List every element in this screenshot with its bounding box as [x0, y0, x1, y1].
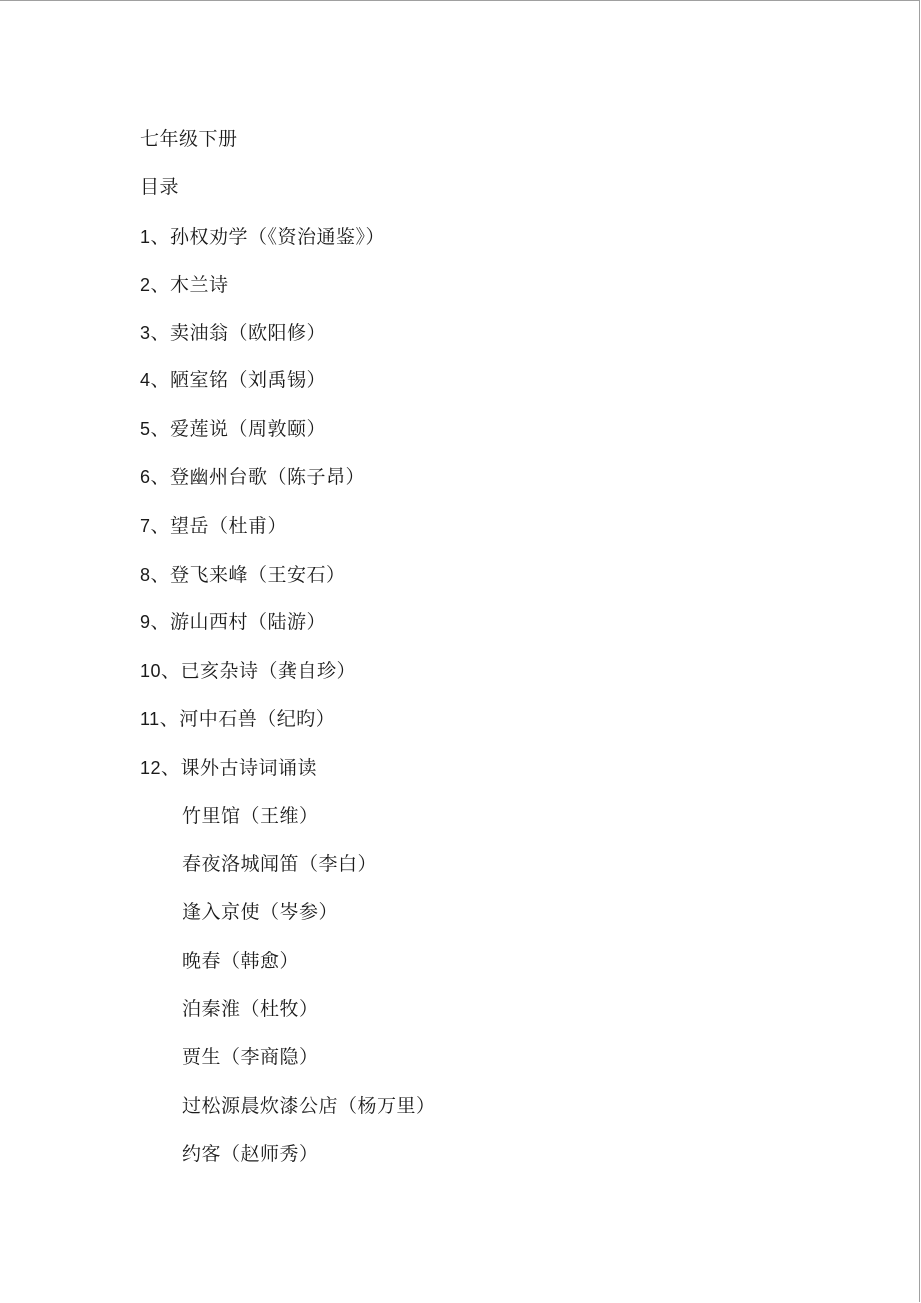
- toc-item-text: 、登飞来峰（王安石）: [150, 564, 346, 586]
- toc-sub-item: 竹里馆（王维）: [182, 805, 319, 827]
- toc-item-number: 11: [140, 709, 160, 729]
- toc-sub-item: 约客（赵师秀）: [182, 1143, 319, 1165]
- toc-item-number: 1: [140, 227, 151, 247]
- toc-item-text: 、游山西村（陆游）: [150, 611, 327, 633]
- toc-item-number: 4: [140, 370, 151, 390]
- toc-item-number: 10: [140, 661, 162, 681]
- toc-sub-item: 泊秦淮（杜牧）: [182, 998, 319, 1020]
- toc-item-number: 9: [140, 612, 151, 632]
- toc-item-text: 、爱莲说（周敦颐）: [150, 418, 327, 440]
- toc-item: [140, 368, 326, 392]
- toc-item: [140, 225, 385, 249]
- toc-item-number: 5: [140, 419, 151, 439]
- toc-item-number: 6: [140, 467, 151, 487]
- toc-item: [140, 417, 326, 441]
- toc-title: 目录: [140, 176, 180, 198]
- toc-item: [140, 659, 356, 683]
- toc-item-text: 、孙权劝学（《资治通鉴》）: [150, 226, 386, 248]
- toc-item: [140, 514, 287, 538]
- toc-item-number: 3: [140, 323, 151, 343]
- toc-sub-item: 春夜洛城闻笛（李白）: [182, 853, 378, 875]
- page-heading: 七年级下册: [140, 128, 238, 150]
- toc-item-number: 2: [140, 275, 151, 295]
- toc-item-text: 、课外古诗词诵读: [161, 757, 318, 779]
- toc-sub-item: 过松源晨炊漆公店（杨万里）: [182, 1095, 436, 1117]
- toc-item: [140, 563, 346, 587]
- toc-item-text: 、登幽州台歌（陈子昂）: [150, 466, 366, 488]
- toc-sub-item: 晚春（韩愈）: [182, 950, 300, 972]
- toc-sub-item: 逢入京使（岑参）: [182, 901, 339, 923]
- toc-item-number: 8: [140, 565, 151, 585]
- toc-sub-item: 贾生（李商隐）: [182, 1046, 319, 1068]
- toc-item: [140, 707, 335, 731]
- toc-item-text: 、陋室铭（刘禹锡）: [150, 369, 327, 391]
- toc-item: [140, 756, 317, 780]
- toc-item-text: 、望岳（杜甫）: [150, 515, 288, 537]
- toc-item: [140, 273, 229, 297]
- toc-item-text: 、木兰诗: [150, 274, 229, 296]
- toc-item: [140, 610, 326, 634]
- toc-item: [140, 321, 326, 345]
- toc-item: [140, 465, 365, 489]
- toc-item-text: 、卖油翁（欧阳修）: [150, 322, 327, 344]
- toc-item-text: 、河中石兽（纪昀）: [159, 708, 336, 730]
- toc-item-text: 、已亥杂诗（龚自珍）: [161, 660, 357, 682]
- toc-item-number: 12: [140, 758, 162, 778]
- toc-item-number: 7: [140, 516, 151, 536]
